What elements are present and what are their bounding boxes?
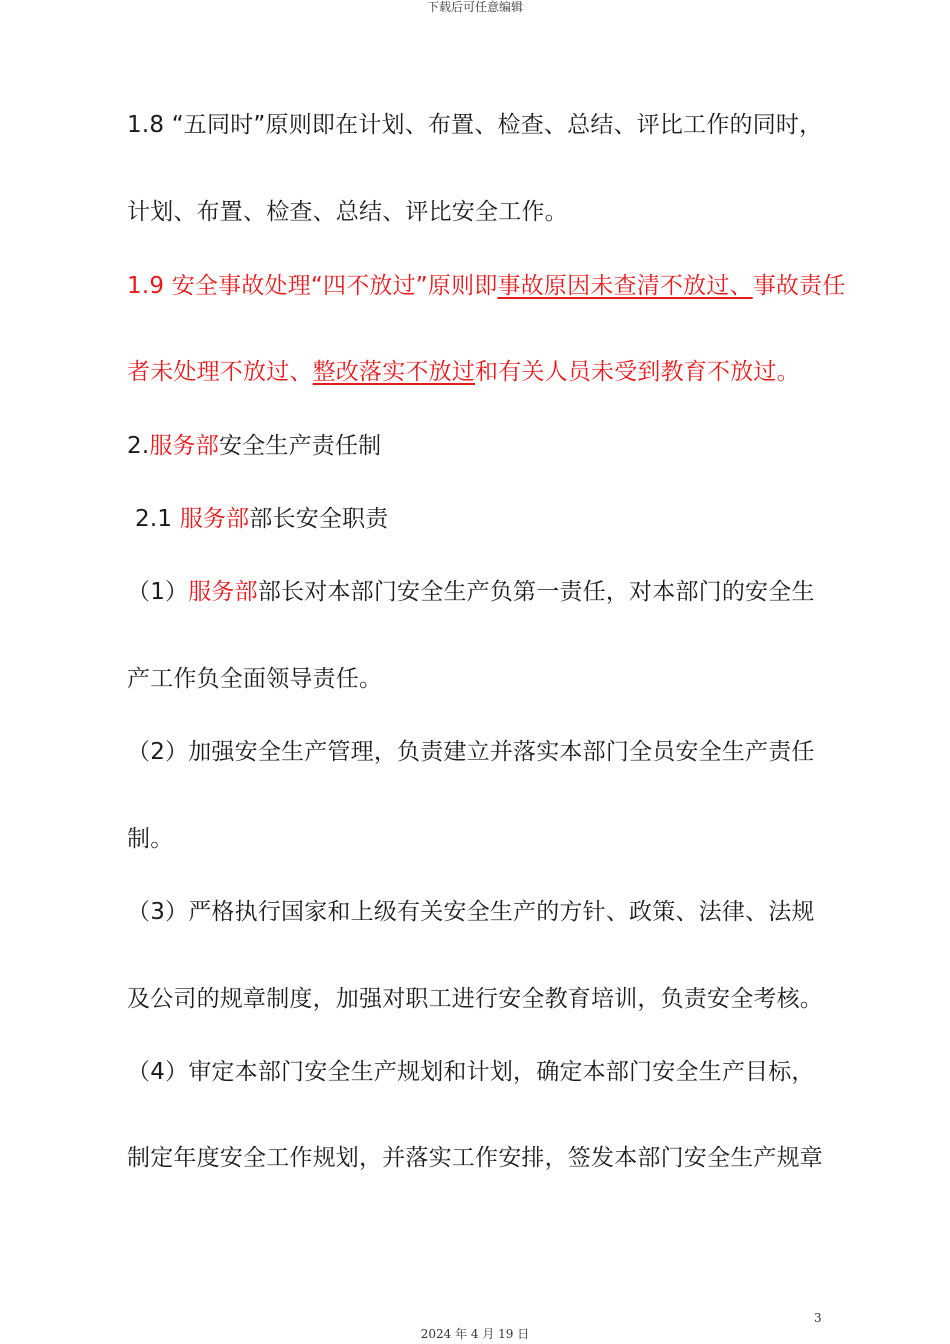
paragraph-line: [127, 1143, 823, 1173]
paragraph-line: [127, 737, 815, 767]
underlined-text: 事故原因未查清不放过、: [497, 273, 753, 299]
paragraph-line-highlighted: [127, 357, 800, 387]
line-text: （3）严格执行国家和上级有关安全生产的方针、政策、法律、法规: [127, 899, 815, 925]
line-text: 制。: [127, 826, 174, 852]
department-name: 服务部: [149, 433, 219, 459]
paragraph-line-highlighted: [127, 271, 846, 301]
line-text: 1.9 安全事故处理“四不放过”原则即: [127, 273, 498, 299]
paragraph-line: [127, 110, 822, 140]
page-number: 3: [814, 1311, 822, 1325]
page-header: 下载后可任意编辑: [426, 0, 523, 14]
section-number: 2.: [127, 433, 150, 459]
paragraph-line: [127, 897, 815, 927]
line-text: 产工作负全面领导责任。: [127, 666, 383, 692]
line-text: 者未处理不放过、: [127, 359, 313, 385]
line-text: 计划、布置、检查、总结、评比安全工作。: [127, 199, 568, 225]
line-text: 制定年度安全工作规划，并落实工作安排，签发本部门安全生产规章: [127, 1145, 823, 1171]
paragraph-line: [127, 1057, 815, 1087]
line-text: 和有关人员未受到教育不放过。: [475, 359, 800, 385]
department-name: 服务部: [188, 579, 258, 605]
paragraph-line: [127, 664, 382, 694]
section-heading: [127, 431, 381, 461]
paragraph-line: [127, 984, 823, 1014]
line-text: （2）加强安全生产管理，负责建立并落实本部门全员安全生产责任: [127, 739, 815, 765]
paragraph-line: [127, 197, 568, 227]
underlined-text: 整改落实不放过: [312, 359, 476, 385]
line-text: 部长对本部门安全生产负第一责任，对本部门的安全生: [257, 579, 815, 605]
line-text: （4）审定本部门安全生产规划和计划，确定本部门安全生产目标，: [127, 1059, 815, 1085]
line-text: 及公司的规章制度，加强对职工进行安全教育培训，负责安全考核。: [127, 986, 823, 1012]
heading-text: 部长安全职责: [249, 506, 389, 532]
paragraph-line: [127, 824, 173, 854]
page-footer-date: 2024 年 4 月 19 日: [420, 1327, 530, 1341]
subsection-heading: [135, 504, 389, 534]
paragraph-line: [127, 577, 815, 607]
line-text: 事故责任: [752, 273, 846, 299]
line-text: 1.8 “五同时”原则即在计划、布置、检查、总结、评比工作的同时，: [127, 112, 823, 138]
subsection-number: 2.1: [135, 506, 180, 532]
heading-text: 安全生产责任制: [218, 433, 382, 459]
department-name: 服务部: [179, 506, 250, 532]
item-number: （1）: [127, 579, 189, 605]
